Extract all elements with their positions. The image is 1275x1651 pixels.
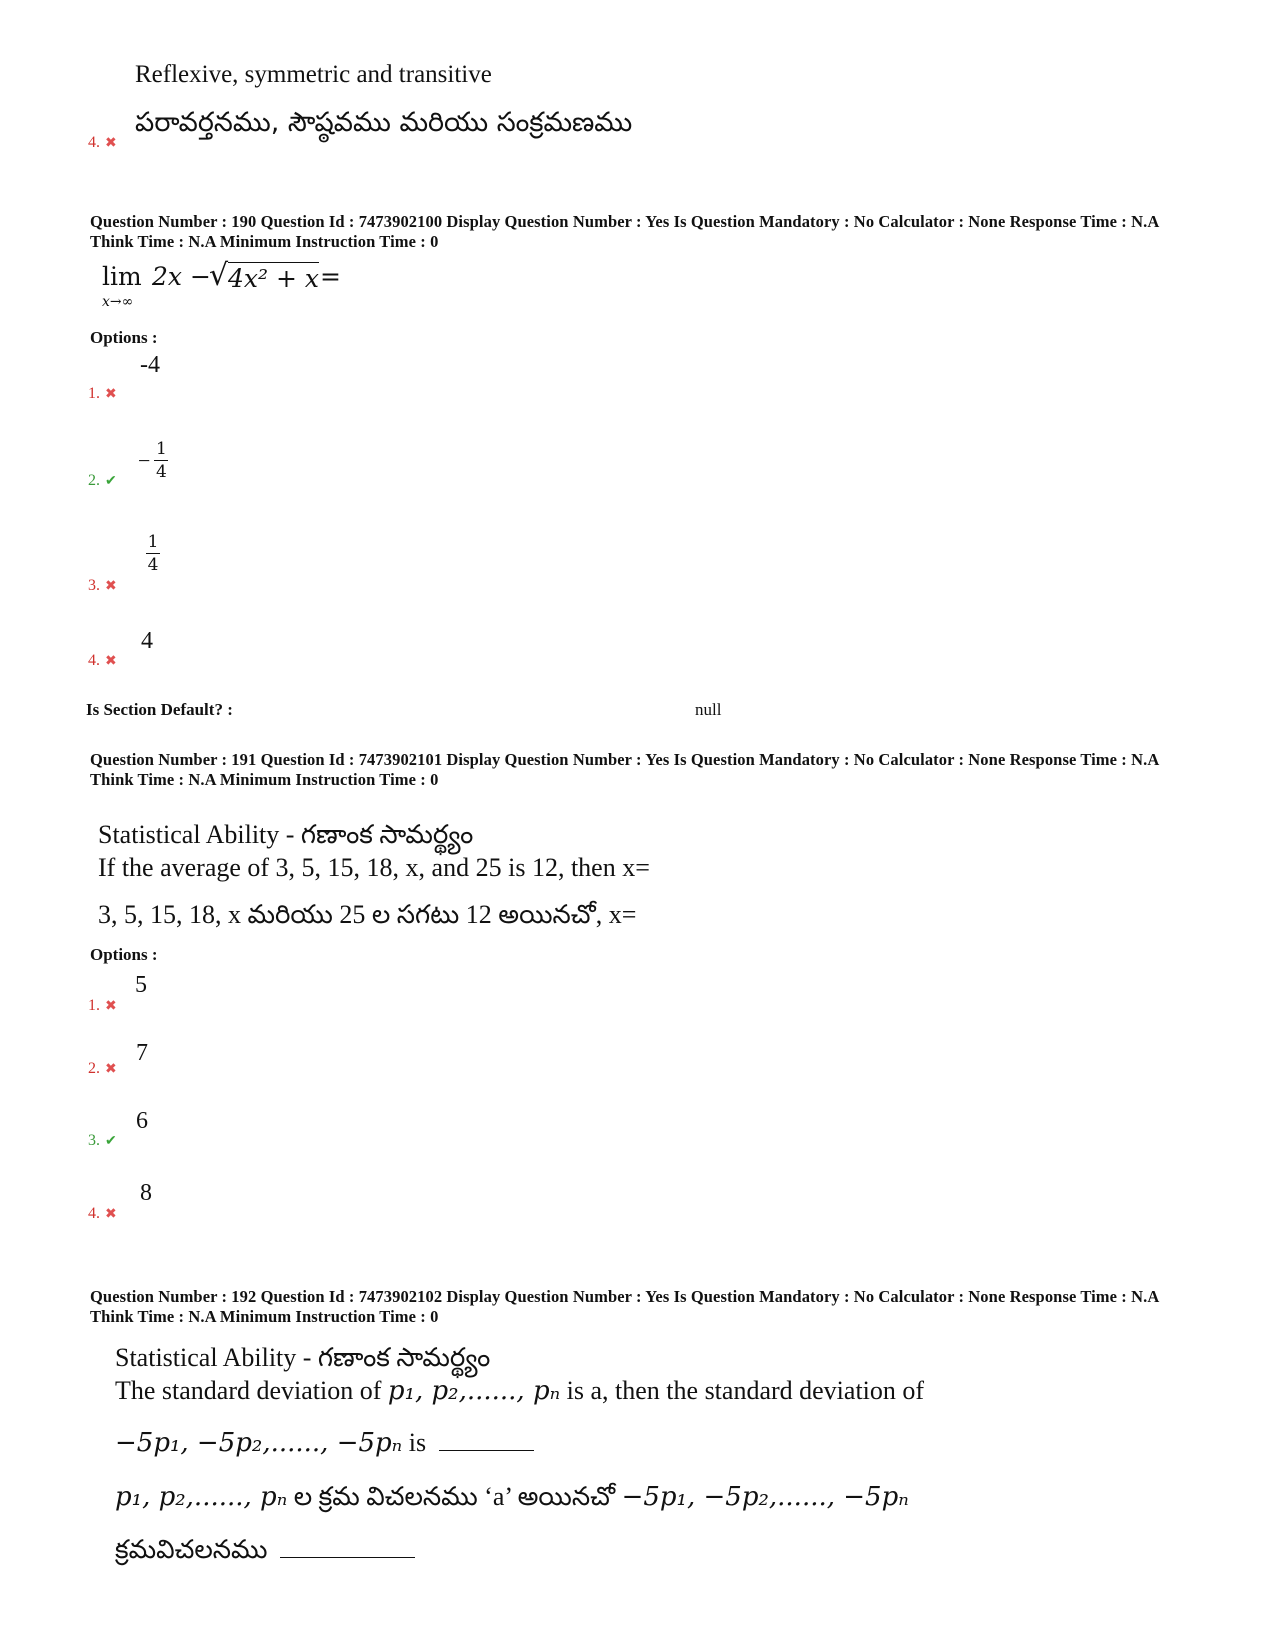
question-192-line2 <box>115 1376 924 1406</box>
option-value: 5 <box>135 972 147 998</box>
option-number: 3. ✖ <box>88 577 117 594</box>
cross-icon: ✖ <box>105 999 117 1014</box>
text-fragment: The standard deviation of <box>115 1376 382 1405</box>
text-fragment: ల క్రమ విచలనము ‘a’ అయినచో <box>293 1482 616 1511</box>
question-192-line3 <box>115 1428 534 1458</box>
option-value: 6 <box>136 1108 148 1134</box>
text-fragment: is a, then the standard deviation of <box>566 1376 925 1405</box>
numerator: 1 <box>147 532 159 552</box>
section-default-label: Is Section Default? : <box>86 700 233 719</box>
denominator: 4 <box>147 555 159 575</box>
numerator: 1 <box>156 439 167 459</box>
option-number: 4. ✖ <box>88 652 117 669</box>
question-meta-191: Question Number : 191 Question Id : 7473902101 Display Question Number : Yes Is Question Mandatory : No Calculator : None Response Time : N.A Think Time : N.A Minimum Instruction Time : 0 <box>90 750 1159 789</box>
option-value: -4 <box>140 352 160 378</box>
question-192-line5 <box>115 1535 415 1565</box>
denominator: 4 <box>156 462 167 482</box>
expr-lead: 2x − <box>152 262 211 291</box>
question-meta-192: Question Number : 192 Question Id : 7473902102 Display Question Number : Yes Is Question Mandatory : No Calculator : None Response Time : N.A Think Time : N.A Minimum Instruction Time : 0 <box>90 1287 1159 1326</box>
radicand: 4x² + x <box>228 264 319 293</box>
text-fragment: క్రమవిచలనము <box>115 1535 268 1564</box>
question-190-expression <box>102 258 402 312</box>
equals-sign: = <box>320 262 341 291</box>
minus-sign: − <box>138 447 151 473</box>
option-number: 1. ✖ <box>88 997 117 1014</box>
cross-icon: ✖ <box>105 654 117 669</box>
cross-icon: ✖ <box>105 579 117 594</box>
prev-option-4 <box>0 0 1275 160</box>
cross-icon: ✖ <box>105 1207 117 1222</box>
option-number: 2. ✔ <box>88 472 117 489</box>
option-number: 3. ✔ <box>88 1132 117 1149</box>
question-191-line2: If the average of 3, 5, 15, 18, x, and 25 is 12, then x= <box>98 853 650 882</box>
cross-icon: ✖ <box>105 387 117 402</box>
options-label-191: Options : <box>90 945 158 964</box>
answer-blank <box>439 1450 534 1451</box>
fraction <box>154 440 168 481</box>
option-value: 8 <box>140 1180 152 1206</box>
question-191-line3: 3, 5, 15, 18, x మరియు 25 ల సగటు 12 అయినచో, x= <box>98 900 637 929</box>
cross-icon: ✖ <box>105 1062 117 1077</box>
math-fragment: −5p₁, −5p₂,......, −5pₙ <box>115 1428 403 1458</box>
math-fragment: p₁, p₂,......, pₙ <box>115 1482 288 1512</box>
math-fragment: p₁, p₂,......, pₙ <box>387 1376 561 1406</box>
lim-label: lim <box>102 262 142 291</box>
options-label-190: Options : <box>90 328 158 347</box>
option-value: 7 <box>136 1040 148 1066</box>
check-icon: ✔ <box>105 474 117 489</box>
option-value <box>146 533 160 574</box>
prev-option-4-en: Reflexive, symmetric and transitive <box>135 61 492 88</box>
cross-icon: ✖ <box>105 136 117 151</box>
radical-sign: √ <box>209 258 229 293</box>
lim-subscript: x→∞ <box>102 294 134 310</box>
answer-blank <box>280 1557 415 1558</box>
option-value: 4 <box>141 628 153 654</box>
question-191-line1: Statistical Ability - గణాంక సామర్థ్యం <box>98 820 474 849</box>
check-icon: ✔ <box>105 1134 117 1149</box>
option-number: 1. ✖ <box>88 385 117 402</box>
fraction <box>146 533 160 574</box>
option-number: 4. ✖ <box>88 1205 117 1222</box>
question-meta-190: Question Number : 190 Question Id : 7473902100 Display Question Number : Yes Is Question Mandatory : No Calculator : None Response Time : N.A Think Time : N.A Minimum Instruction Time : 0 <box>90 212 1159 251</box>
question-192-line1: Statistical Ability - గణాంక సామర్థ్యం <box>115 1343 491 1372</box>
section-default-value: null <box>695 700 722 719</box>
math-fragment: −5p₁, −5p₂,......, −5pₙ <box>621 1482 909 1512</box>
option-number: 4. ✖ <box>88 134 117 151</box>
prev-option-4-te: పరావర్తనము, సౌష్ఠవము మరియు సంక్రమణము <box>135 107 633 138</box>
text-fragment: is <box>408 1428 427 1457</box>
option-number: 2. ✖ <box>88 1060 117 1077</box>
option-value <box>138 440 168 481</box>
question-192-line4 <box>115 1482 909 1512</box>
